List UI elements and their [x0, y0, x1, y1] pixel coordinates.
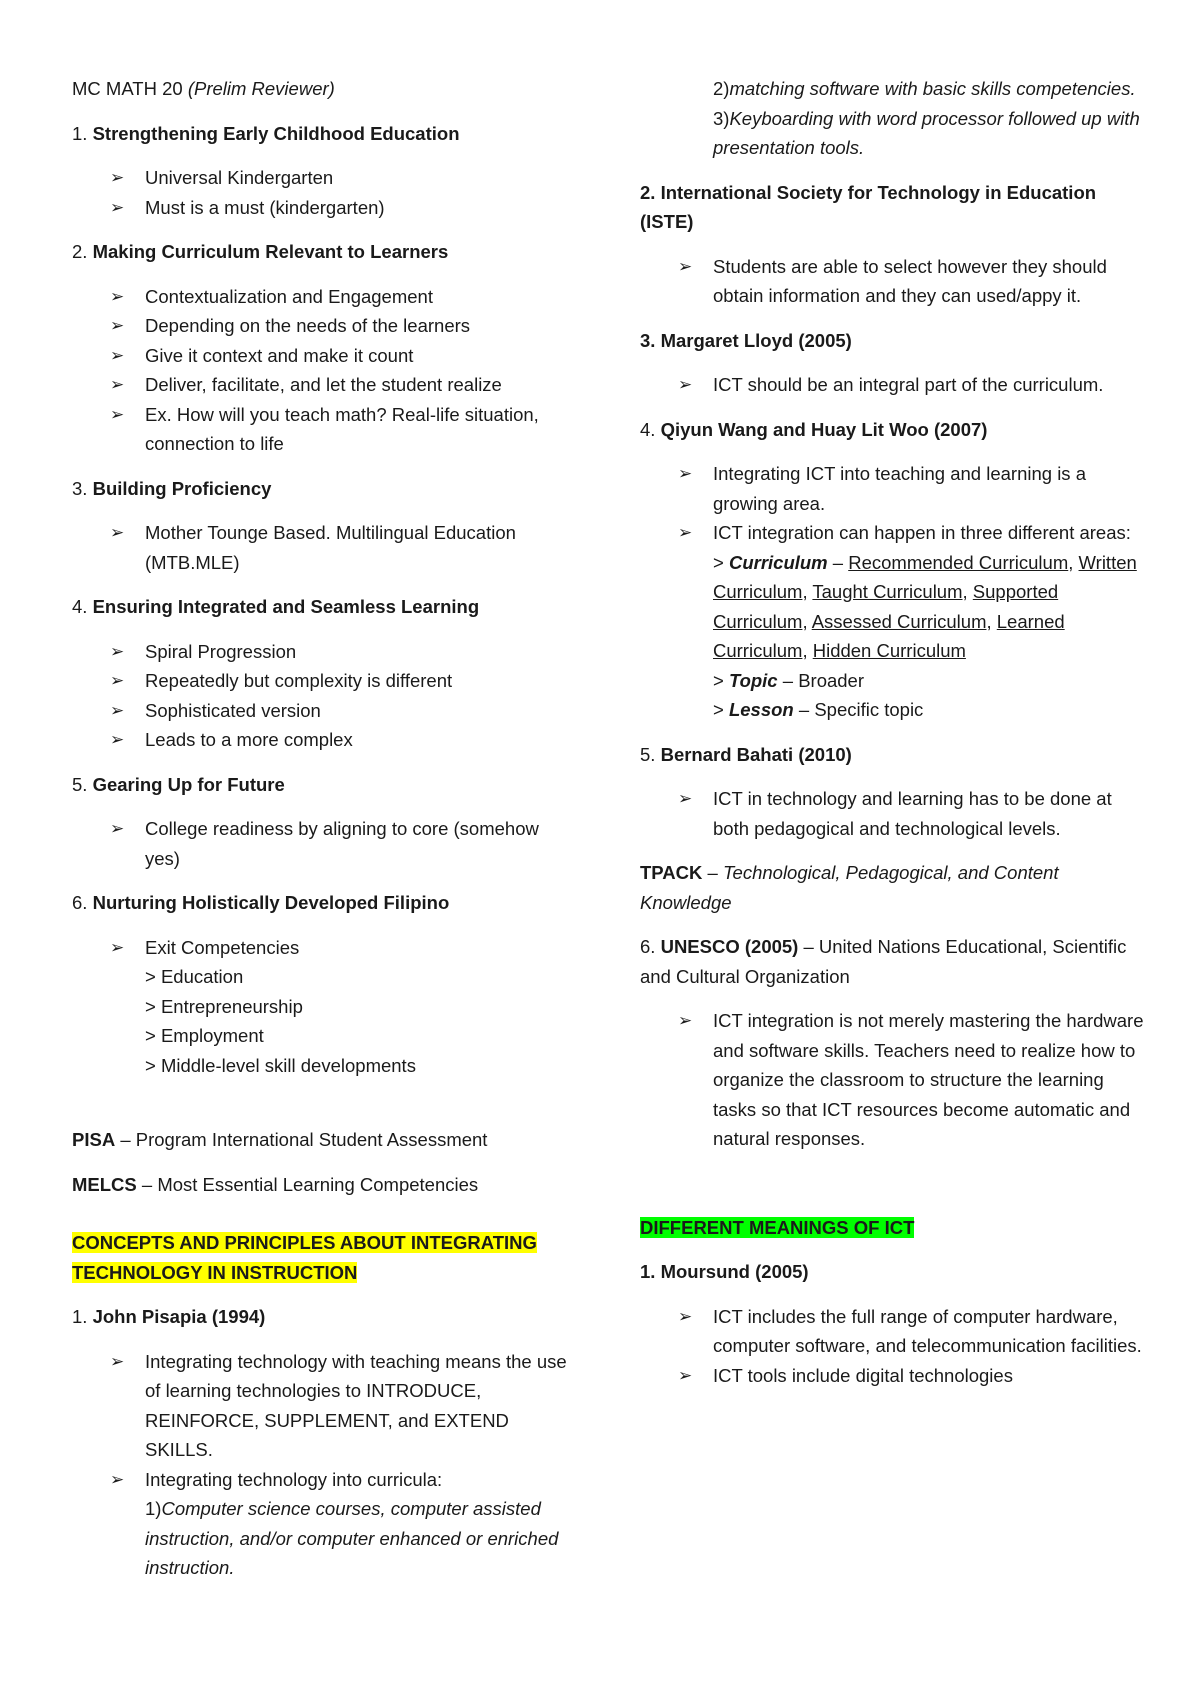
arrow-bullet-icon: ➢ — [110, 345, 125, 365]
pisa-definition: PISA – Program International Student Assessment — [72, 1129, 488, 1150]
list-item: ➢ Integrating ICT into teaching and learning is a growing area. — [640, 459, 1145, 518]
list-item: ➢ Leads to a more complex — [72, 725, 577, 755]
list-item: ➢ Ex. How will you teach math? Real-life situation, connection to life — [72, 400, 577, 459]
arrow-bullet-icon: ➢ — [110, 937, 125, 957]
reviewer-subtitle: (Prelim Reviewer) — [187, 78, 335, 99]
curriculum-type: Recommended Curriculum — [848, 551, 1069, 573]
melcs-definition: MELCS – Most Essential Learning Competencies — [72, 1173, 479, 1195]
arrow-bullet-icon: ➢ — [110, 671, 125, 690]
list-item: ➢ Repeatedly but complexity is different — [72, 666, 577, 696]
arrow-bullet-icon: ➢ — [678, 789, 693, 808]
list-item: ➢ Give it context and make it count — [72, 341, 577, 371]
left-column — [72, 74, 577, 1598]
curriculum-sections — [72, 119, 577, 1081]
arrow-bullet-icon: ➢ — [110, 286, 125, 306]
right-column — [640, 74, 1145, 1405]
list-item: ➢ ICT includes the full range of computer hardware, computer software, and telecommunication facilities. — [640, 1302, 1145, 1361]
tpack-definition: TPACK – Technological, Pedagogical, and Content Knowledge — [640, 862, 1059, 913]
sub-item: > Middle-level skill developments — [145, 1054, 416, 1076]
arrow-bullet-icon: ➢ — [678, 523, 693, 542]
arrow-bullet-icon: ➢ — [110, 730, 125, 749]
section-heading: 3. Building Proficiency — [72, 477, 272, 499]
arrow-bullet-icon: ➢ — [110, 1351, 125, 1371]
list-item: ➢ ICT tools include digital technologies — [640, 1361, 1145, 1391]
lesson-line: > Lesson – Specific topic — [713, 699, 924, 720]
list-item: ➢ Depending on the needs of the learners — [72, 311, 577, 341]
arrow-bullet-icon: ➢ — [678, 375, 693, 394]
iste-list — [640, 252, 1145, 311]
list-item: ➢ Integrating technology into curricula: 1)Computer science courses, computer assisted instruction, and/or computer enhanced or enriched instruction. — [72, 1465, 577, 1583]
arrow-bullet-icon: ➢ — [110, 197, 125, 217]
list-item: ➢ ICT should be an integral part of the curriculum. — [640, 370, 1145, 400]
topic-line: > Topic – Broader — [713, 669, 865, 691]
curriculum-type: Learned Curriculum — [713, 610, 1065, 661]
bahati-list — [640, 784, 1145, 843]
bahati-heading: 5. Bernard Bahati (2010) — [640, 743, 852, 765]
section-heading: 1. Strengthening Early Childhood Education — [72, 122, 460, 144]
sub-item: > Employment — [145, 1025, 264, 1046]
section-list — [72, 163, 577, 222]
section-list — [72, 814, 577, 873]
section-list — [72, 282, 577, 459]
arrow-bullet-icon: ➢ — [110, 819, 125, 838]
document-title — [72, 74, 577, 104]
list-item: ➢ Integrating technology with teaching means the use of learning technologies to INTRODUCE, REINFORCE, SUPPLEMENT, and EXTEND SKILLS. — [72, 1347, 577, 1465]
sub-item: > Entrepreneurship — [145, 995, 303, 1017]
sub-item: > Education — [145, 966, 244, 987]
arrow-bullet-icon: ➢ — [678, 256, 693, 276]
curriculum-types: > Curriculum – Recommended Curriculum, Written Curriculum, Taught Curriculum, Supported Curriculum, Assessed Curriculum, Learned Curriculum, Hidden Curriculum — [713, 551, 1137, 661]
list-item: ➢ Spiral Progression — [72, 637, 577, 667]
arrow-bullet-icon: ➢ — [110, 316, 125, 335]
list-item: ➢ Must is a must (kindergarten) — [72, 193, 577, 223]
unesco-heading: 6. UNESCO (2005) – United Nations Educational, Scientific and Cultural Organization — [640, 936, 1127, 987]
section-list — [72, 637, 577, 755]
unesco-list — [640, 1006, 1145, 1154]
list-item: ➢ Sophisticated version — [72, 696, 577, 726]
list-item: ➢ Deliver, facilitate, and let the student realize — [72, 370, 577, 400]
list-item: ➢ College readiness by aligning to core (somehow yes) — [72, 814, 577, 873]
wang-list — [640, 459, 1145, 725]
moursund-list — [640, 1302, 1145, 1391]
section-list — [72, 933, 577, 1081]
iste-heading: 2. International Society for Technology in Education (ISTE) — [640, 181, 1097, 232]
list-item: ➢ Exit Competencies > Education > Entrepreneurship > Employment > Middle-level skill developments — [72, 933, 577, 1081]
list-item: ➢ ICT integration is not merely mastering the hardware and software skills. Teachers need to realize how to organize the classroom to structure the learning tasks so that ICT resources become automatic and natural responses. — [640, 1006, 1145, 1154]
arrow-bullet-icon: ➢ — [110, 168, 125, 187]
arrow-bullet-icon: ➢ — [110, 375, 125, 394]
list-item: ➢ Contextualization and Engagement — [72, 282, 577, 312]
pisapia-list — [72, 1347, 577, 1583]
ict-meanings-heading: DIFFERENT MEANINGS OF ICT — [640, 1216, 915, 1238]
pisapia-continuation: 2)matching software with basic skills competencies. 3)Keyboarding with word processor followed up with presentation tools. — [713, 78, 1140, 158]
arrow-bullet-icon: ➢ — [110, 700, 125, 720]
wang-heading: 4. Qiyun Wang and Huay Lit Woo (2007) — [640, 418, 988, 440]
arrow-bullet-icon: ➢ — [678, 1365, 693, 1385]
section-heading: 6. Nurturing Holistically Developed Filipino — [72, 892, 450, 913]
list-item: ➢ Students are able to select however they should obtain information and they can used/appy it. — [640, 252, 1145, 311]
concepts-heading: CONCEPTS AND PRINCIPLES ABOUT INTEGRATING TECHNOLOGY IN INSTRUCTION — [72, 1232, 537, 1283]
curriculum-type: Assessed Curriculum — [811, 610, 987, 632]
arrow-bullet-icon: ➢ — [678, 464, 693, 483]
arrow-bullet-icon: ➢ — [678, 1011, 693, 1030]
list-item: ➢ Mother Tounge Based. Multilingual Education (MTB.MLE) — [72, 518, 577, 577]
arrow-bullet-icon: ➢ — [110, 641, 125, 661]
curriculum-type: Supported Curriculum — [713, 581, 1059, 632]
curriculum-type: Taught Curriculum — [812, 581, 963, 602]
curriculum-type: Hidden Curriculum — [812, 640, 966, 661]
arrow-bullet-icon: ➢ — [110, 523, 125, 542]
arrow-bullet-icon: ➢ — [110, 404, 125, 424]
section-list — [72, 518, 577, 577]
moursund-heading: 1. Moursund (2005) — [640, 1261, 809, 1282]
section-heading: 5. Gearing Up for Future — [72, 773, 285, 795]
lloyd-heading: 3. Margaret Lloyd (2005) — [640, 329, 852, 351]
section-heading: 4. Ensuring Integrated and Seamless Learning — [72, 596, 480, 617]
arrow-bullet-icon: ➢ — [110, 1469, 125, 1489]
section-heading: 2. Making Curriculum Relevant to Learners — [72, 241, 449, 262]
curriculum-type: Written Curriculum — [713, 551, 1137, 602]
list-item: ➢ Universal Kindergarten — [72, 163, 577, 193]
pisapia-heading: 1. John Pisapia (1994) — [72, 1306, 266, 1327]
arrow-bullet-icon: ➢ — [678, 1306, 693, 1326]
list-item: ➢ ICT integration can happen in three different areas: > Curriculum – Recommended Curriculum, Written Curriculum, Taught Curriculum, Supported Curriculum, Assessed Curriculum, Learned Curriculum, Hidden Curriculum > Topic – Broader > Lesson – Specific topic — [640, 518, 1145, 725]
course-code: MC MATH 20 — [72, 78, 183, 99]
list-item: ➢ ICT in technology and learning has to be done at both pedagogical and technological levels. — [640, 784, 1145, 843]
lloyd-list — [640, 370, 1145, 400]
